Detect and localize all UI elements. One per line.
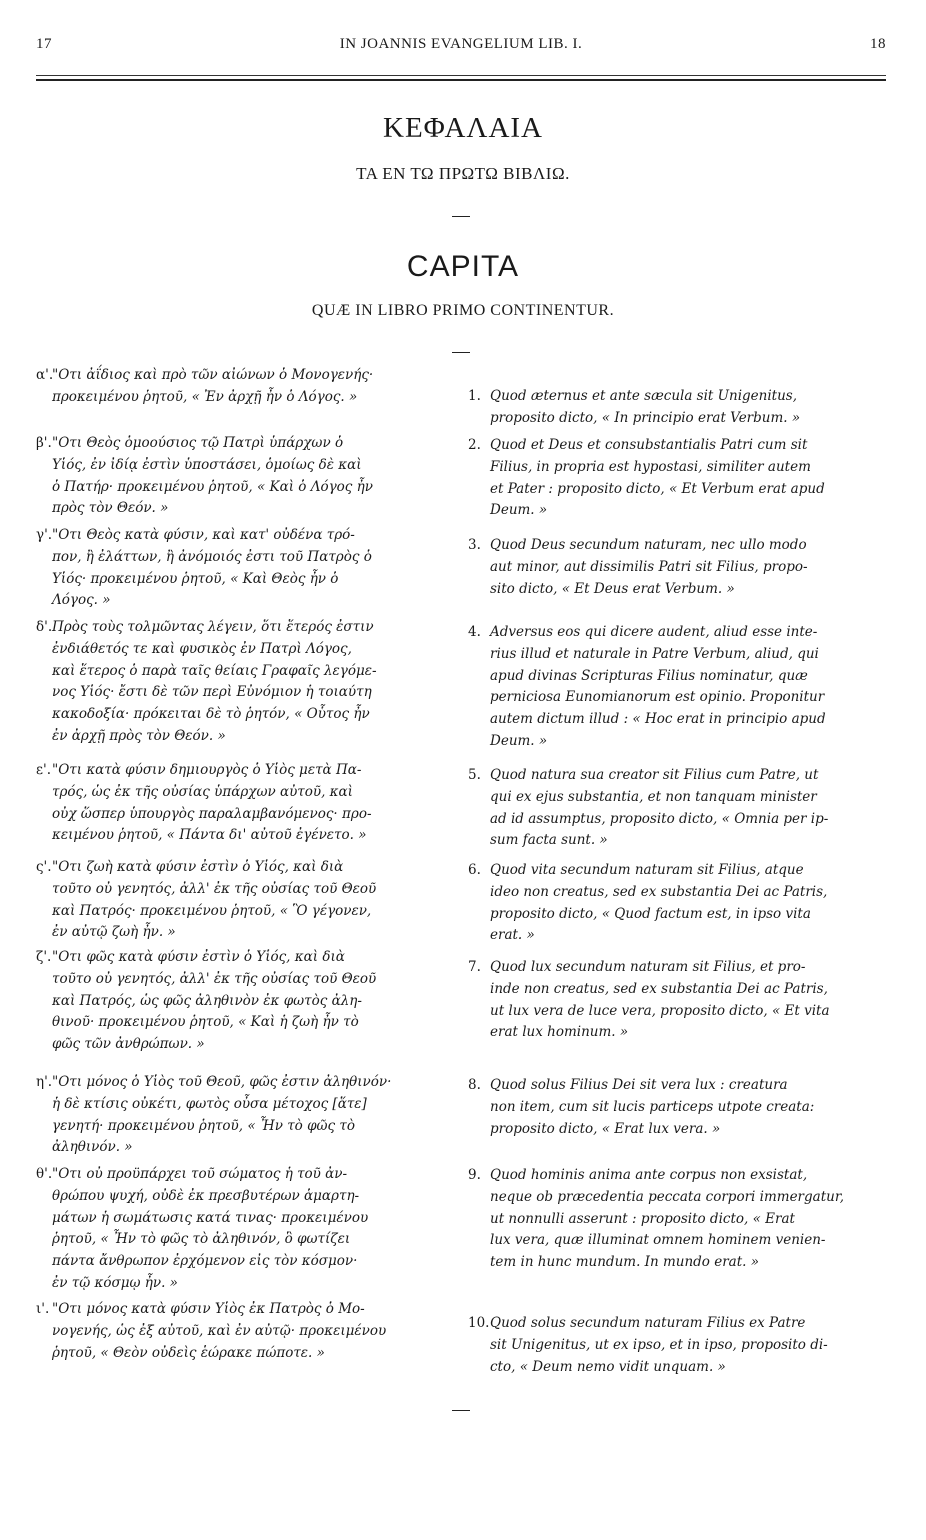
greek-text-line: ἐνδιάθετός τε καὶ φυσικὸς ἐν Πατρὶ Λόγος, <box>52 640 352 657</box>
greek-entry-text <box>52 1164 456 1295</box>
greek-entry-text <box>52 1299 456 1364</box>
latin-text-line: lux vera, quæ illuminat omnem hominem venien- <box>490 1232 826 1249</box>
greek-text-line: πάντα ἄνθρωπον ἐρχόμενον εἰς τὸν κόσμον· <box>52 1253 358 1270</box>
greek-text-line: "Οτι οὐ προϋπάρχει τοῦ σώματος ἡ τοῦ ἀν- <box>52 1166 348 1182</box>
greek-entry-text <box>52 857 456 944</box>
greek-text-line: θινοῦ· προκειμένου ῥητοῦ, « Καὶ ἡ ζωὴ ἦν τὸ <box>52 1014 359 1031</box>
latin-text-line: ut lux vera de luce vera, proposito dicto, « Et vita <box>490 1002 830 1019</box>
latin-entry <box>468 957 888 1044</box>
greek-entry-text <box>52 433 456 520</box>
greek-entry-text <box>52 525 456 612</box>
greek-entry <box>36 433 456 520</box>
latin-entry-number: 2. <box>468 437 481 453</box>
latin-entry <box>468 622 888 753</box>
latin-text-line: apud divinas Scripturas Filius nominatur, quæ <box>490 667 808 684</box>
greek-entry-number: ε'. <box>36 762 51 778</box>
greek-text-line: ἀληθινόν. » <box>52 1139 133 1156</box>
latin-entry-text <box>490 860 888 947</box>
greek-text-line: κειμένου ῥητοῦ, « Πάντα δι' αὐτοῦ ἐγένετο. » <box>52 827 367 844</box>
latin-text-line: rius illud et naturale in Patre Verbum, aliud, qui <box>490 645 819 662</box>
greek-text-line: "Οτι ἀΐδιος καὶ πρὸ τῶν αἰώνων ὁ Μονογενής· <box>52 367 374 383</box>
latin-text-line: erat. » <box>490 927 535 944</box>
latin-text-line: non item, cum sit lucis particeps utpote creata: <box>490 1098 815 1115</box>
latin-text-line: proposito dicto, « Quod factum est, in ipso vita <box>490 905 811 922</box>
latin-subheading: QUÆ IN LIBRO PRIMO CONTINENTUR. <box>311 302 615 319</box>
greek-entry-text <box>52 1072 456 1159</box>
latin-entry <box>468 1075 888 1140</box>
greek-text-line: κακοδοξία· πρόκειται δὲ τὸ ῥητόν, « Οὗτος ἦν <box>52 706 370 723</box>
latin-text-line: inde non creatus, sed ex substantia Dei ac Patris, <box>490 980 828 997</box>
greek-entry <box>36 525 456 612</box>
greek-text-line: Υἱός, ἐν ἰδίᾳ ἐστὶν ὑποστάσει, ὁμοίως δὲ καὶ <box>52 456 362 473</box>
latin-entry <box>468 1165 888 1274</box>
greek-text-line: νος Υἱός· ἔστι δὲ τῶν περὶ Εὐνόμιον ἡ τοιαύτη <box>52 684 372 701</box>
greek-text-line: καὶ ἕτερος ὁ παρὰ ταῖς θείαις Γραφαῖς λεγόμε- <box>52 662 377 679</box>
greek-entry-number: η'. <box>36 1074 53 1090</box>
greek-text-line: γενητή· προκειμένου ῥητοῦ, « Ἦν τὸ φῶς τὸ <box>52 1117 355 1134</box>
latin-entry-text <box>490 535 888 600</box>
greek-entry <box>36 760 456 847</box>
greek-text-line: "Οτι μόνος κατὰ φύσιν Υἱὸς ἐκ Πατρὸς ὁ Μο- <box>52 1301 365 1317</box>
greek-text-line: φῶς τῶν ἀνθρώπων. » <box>52 1036 205 1053</box>
greek-text-line: θρώπου ψυχή, οὐδὲ ἐκ πρεσβυτέρων ἁμαρτη- <box>52 1187 360 1204</box>
latin-entry-number: 8. <box>468 1077 481 1093</box>
greek-entry-number: α'. <box>36 367 54 383</box>
latin-text-line: cto, « Deum nemo vidit unquam. » <box>490 1358 726 1375</box>
latin-entry-number: 4. <box>468 624 481 640</box>
latin-text-line: Quod Deus secundum naturam, nec ullo modo <box>490 537 807 553</box>
greek-entry-text <box>52 760 456 847</box>
latin-text-line: neque ob præcedentia peccata corpori immergatur, <box>490 1188 845 1205</box>
latin-text-line: perniciosa Eunomianorum est opinio. Proponitur <box>490 689 825 706</box>
latin-text-line: tem in hunc mundum. In mundo erat. » <box>490 1254 759 1271</box>
greek-entry-number: ι'. <box>36 1301 50 1317</box>
greek-entry <box>36 1072 456 1159</box>
latin-entry-number: 10. <box>468 1315 490 1331</box>
latin-entry-text <box>490 1313 888 1378</box>
greek-entry-text <box>52 365 456 409</box>
greek-entry-number: β'. <box>36 435 52 451</box>
greek-text-line: ἡ δὲ κτίσις οὐκέτι, φωτὸς οὖσα μέτοχος [ἅτε] <box>52 1095 367 1112</box>
greek-text-line: τοῦτο οὐ γενητός, ἀλλ' ἐκ τῆς οὐσίας τοῦ Θεοῦ <box>52 970 377 987</box>
greek-text-line: "Οτι ζωὴ κατὰ φύσιν ἐστὶν ὁ Υἱός, καὶ διὰ <box>52 859 344 875</box>
latin-entry-text <box>490 435 888 522</box>
greek-entry-number: γ'. <box>36 527 53 543</box>
latin-entry <box>468 435 888 522</box>
latin-text-line: Quod hominis anima ante corpus non exsistat, <box>490 1167 808 1183</box>
header-rule-thick <box>36 79 886 81</box>
greek-text-line: τοῦτο οὐ γενητός, ἀλλ' ἐκ τῆς οὐσίας τοῦ Θεοῦ <box>52 880 377 897</box>
latin-text-line: Quod æternus et ante sæcula sit Unigenitus, <box>490 388 798 404</box>
separator-dash <box>452 216 470 217</box>
latin-entry-text <box>490 386 888 430</box>
latin-entry-text <box>490 1075 888 1140</box>
greek-text-line: "Οτι κατὰ φύσιν δημιουργὸς ὁ Υἱὸς μετὰ Πα- <box>52 762 362 778</box>
greek-text-line: ῥητοῦ, « Ἦν τὸ φῶς τὸ ἀληθινόν, ὃ φωτίζει <box>52 1231 351 1248</box>
greek-text-line: "Οτι μόνος ὁ Υἱὸς τοῦ Θεοῦ, φῶς ἐστιν ἀληθινόν· <box>52 1074 392 1090</box>
latin-text-line: sit Unigenitus, ut ex ipso, et in ipso, proposito di- <box>490 1336 828 1353</box>
greek-entry-number: θ'. <box>36 1166 53 1182</box>
latin-text-line: qui ex ejus substantia, et non tanquam minister <box>490 788 817 805</box>
latin-entry-number: 5. <box>468 767 481 783</box>
latin-entry <box>468 535 888 600</box>
latin-text-line: Adversus eos qui dicere audent, aliud esse inte- <box>490 624 818 640</box>
header-rule-thin <box>36 75 886 76</box>
greek-text-line: "Οτι Θεὸς κατὰ φύσιν, καὶ κατ' οὐδένα τρό- <box>52 527 355 543</box>
greek-text-line: πρὸς τὸν Θεόν. » <box>52 500 169 517</box>
latin-text-line: ad id assumptus, proposito dicto, « Omnia per ip- <box>490 810 829 827</box>
greek-text-line: μάτων ἡ σωμάτωσις κατά τινας· προκειμένου <box>52 1209 369 1226</box>
latin-text-line: Quod solus Filius Dei sit vera lux : creatura <box>490 1077 788 1093</box>
greek-entry-text <box>52 617 456 748</box>
latin-entry <box>468 860 888 947</box>
latin-entry-number: 1. <box>468 388 481 404</box>
latin-text-line: sum facta sunt. » <box>490 832 608 849</box>
page-number-right: 18 <box>870 36 886 52</box>
latin-entry-text <box>490 622 888 753</box>
separator-dash <box>452 352 470 353</box>
greek-heading: ΚΕΦΑΛΑΙΑ <box>383 112 543 144</box>
page-number-left: 17 <box>36 36 52 52</box>
greek-subheading: ΤΑ ΕΝ ΤΩ ΠΡΩΤΩ ΒΙΒΛΙΩ. <box>356 164 570 183</box>
latin-text-line: Quod solus secundum naturam Filius ex Patre <box>490 1315 806 1331</box>
latin-entry <box>468 765 888 852</box>
greek-text-line: ῥητοῦ, « Θεὸν οὐδεὶς ἑώρακε πώποτε. » <box>52 1344 325 1361</box>
latin-text-line: et Pater : proposito dicto, « Et Verbum erat apud <box>490 480 825 497</box>
latin-text-line: ut nonnulli asserunt : proposito dicto, « Erat <box>490 1210 795 1227</box>
latin-text-line: proposito dicto, « In principio erat Verbum. » <box>490 409 801 426</box>
running-header <box>36 36 886 60</box>
greek-text-line: Λόγος. » <box>52 592 111 609</box>
latin-text-line: Quod natura sua creator sit Filius cum Patre, ut <box>490 767 819 783</box>
latin-heading: CAPITA <box>406 250 520 283</box>
greek-text-line: καὶ Πατρός· προκειμένου ῥητοῦ, « Ὃ γέγονεν, <box>52 902 372 919</box>
greek-entry <box>36 365 456 409</box>
latin-text-line: Deum. » <box>490 732 548 749</box>
greek-text-line: Πρὸς τοὺς τολμῶντας λέγειν, ὅτι ἕτερός ἐστιν <box>52 619 374 635</box>
greek-entry <box>36 617 456 748</box>
greek-text-line: ἐν ἀρχῇ πρὸς τὸν Θεόν. » <box>52 727 226 744</box>
greek-entry-number: ζ'. <box>36 949 52 965</box>
latin-entry-text <box>490 765 888 852</box>
greek-entry <box>36 1299 456 1364</box>
latin-text-line: Filius, in propria est hypostasi, similiter autem <box>490 458 811 475</box>
greek-entry <box>36 1164 456 1295</box>
latin-entry-text <box>490 957 888 1044</box>
latin-text-line: Quod et Deus et consubstantialis Patri cum sit <box>490 437 808 453</box>
latin-text-line: Deum. » <box>490 502 548 519</box>
end-dash <box>452 1410 470 1411</box>
latin-text-line: aut minor, aut dissimilis Patri sit Filius, propo- <box>490 558 808 575</box>
greek-text-line: προκειμένου ῥητοῦ, « Ἐν ἀρχῇ ἦν ὁ Λόγος. » <box>52 388 358 405</box>
greek-text-line: τρός, ὡς ἐκ τῆς οὐσίας ὑπάρχων αὐτοῦ, καὶ <box>52 783 353 800</box>
greek-text-line: νογενής, ὡς ἐξ αὐτοῦ, καὶ ἐν αὐτῷ· προκειμένου <box>52 1322 387 1339</box>
greek-text-line: Υἱός· προκειμένου ῥητοῦ, « Καὶ Θεὸς ἦν ὁ <box>52 570 339 587</box>
latin-entry-number: 9. <box>468 1167 481 1183</box>
greek-text-line: ἐν τῷ κόσμῳ ἦν. » <box>52 1274 178 1291</box>
greek-text-line: πον, ἢ ἐλάττων, ἢ ἀνόμοιός ἐστι τοῦ Πατρὸς ὁ <box>52 548 372 565</box>
latin-text-line: sito dicto, « Et Deus erat Verbum. » <box>490 580 735 597</box>
running-title: IN JOANNIS EVANGELIUM LIB. I. <box>339 36 583 52</box>
latin-text-line: autem dictum illud : « Hoc erat in principio apud <box>490 711 826 728</box>
latin-entry-number: 6. <box>468 862 481 878</box>
latin-entry <box>468 386 888 430</box>
latin-entry-number: 3. <box>468 537 481 553</box>
greek-entry-text <box>52 947 456 1056</box>
latin-text-line: proposito dicto, « Erat lux vera. » <box>490 1120 721 1137</box>
greek-text-line: ὁ Πατήρ· προκειμένου ῥητοῦ, « Καὶ ὁ Λόγος ἦν <box>52 478 373 495</box>
greek-text-line: "Οτι φῶς κατὰ φύσιν ἐστὶν ὁ Υἱός, καὶ διὰ <box>52 949 345 965</box>
greek-text-line: καὶ Πατρός, ὡς φῶς ἀληθινὸν ἐκ φωτὸς ἀλη- <box>52 992 362 1009</box>
latin-entry <box>468 1313 888 1378</box>
latin-text-line: ideo non creatus, sed ex substantia Dei ac Patris, <box>490 883 828 900</box>
latin-entry-number: 7. <box>468 959 481 975</box>
greek-entry-number: ς'. <box>36 859 52 875</box>
latin-text-line: Quod lux secundum naturam sit Filius, et pro- <box>490 959 806 975</box>
greek-text-line: "Οτι Θεὸς ὁμοούσιος τῷ Πατρὶ ὑπάρχων ὁ <box>52 435 344 451</box>
latin-text-line: erat lux hominum. » <box>490 1024 629 1041</box>
greek-entry-number: δ'. <box>36 619 53 635</box>
greek-entry <box>36 947 456 1056</box>
greek-text-line: οὐχ ὥσπερ ὑπουργὸς παραλαμβανόμενος· προ- <box>52 805 372 822</box>
greek-text-line: ἐν αὐτῷ ζωὴ ἦν. » <box>52 924 176 941</box>
latin-text-line: Quod vita secundum naturam sit Filius, atque <box>490 862 804 878</box>
greek-entry <box>36 857 456 944</box>
latin-entry-text <box>490 1165 888 1274</box>
